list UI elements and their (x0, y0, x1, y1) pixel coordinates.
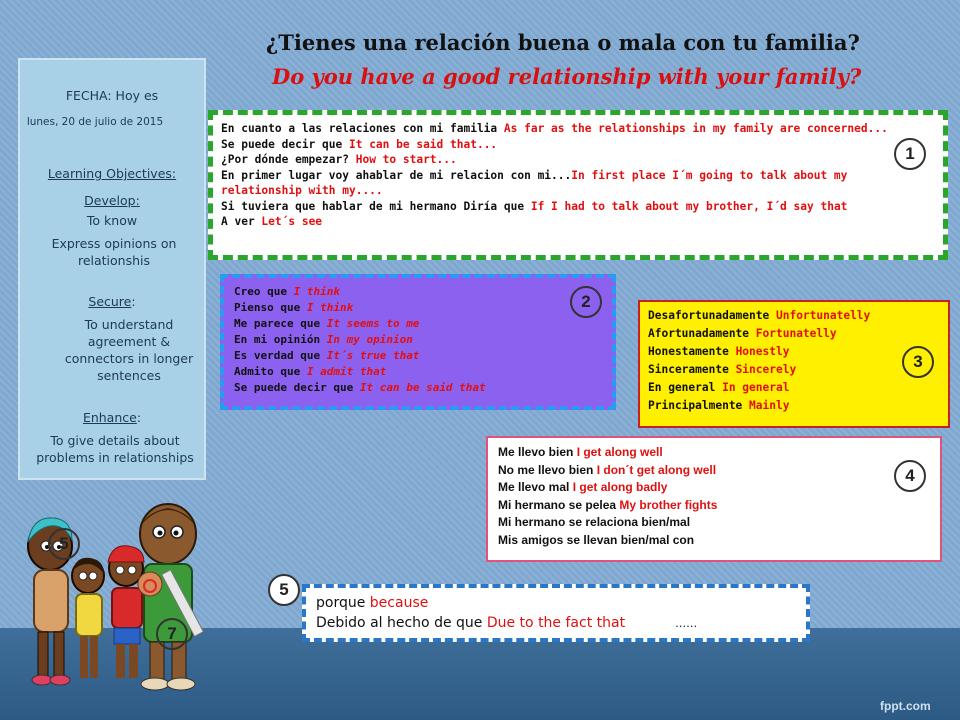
section-number-badge: 3 (902, 346, 934, 378)
family-illustration (18, 494, 218, 694)
phrase-line: Sinceramente Sincerely (648, 363, 797, 376)
phrase-line: En cuanto a las relaciones con mi familia As far as the relationships in my family are concerned... (221, 122, 888, 135)
phrase-line: Se puede decir que It can be said that (234, 381, 486, 394)
objectives-heading: Learning Objectives: (47, 166, 177, 181)
phrase-line: Debido al hecho de que Due to the fact that …… (316, 615, 698, 631)
phrase-line: En primer lugar voy ahablar de mi relacion con mi...In first place I´m going to talk about my relationship with my.... (221, 168, 848, 197)
phrase-line: Mi hermano se pelea My brother fights (498, 497, 718, 512)
phrase-line: Me llevo bien I get along well (498, 445, 663, 459)
phrase-line: Desafortunadamente Unfortunatelly (648, 309, 871, 322)
phrase-line: Afortunadamente Fortunatelly (648, 327, 837, 340)
phrase-line: Principalmente Mainly (648, 399, 790, 412)
develop-item: Express opinions on relationshis (51, 236, 177, 268)
section-number-badge: 4 (894, 460, 926, 492)
phrase-line: ¿Por dónde empezar? How to start... (221, 153, 457, 166)
phrase-line: En mi opinión In my opinion (234, 333, 413, 346)
develop-item: To know (86, 213, 138, 228)
illustration-number-badge: 5 (48, 528, 80, 560)
connectors-box (208, 110, 948, 260)
watermark-logo: fppt.com (880, 699, 931, 713)
phrase-line: A ver Let´s see (221, 215, 323, 228)
secure-item: To understand agreement & connectors in longer sentences (64, 317, 194, 383)
phrase-line: porque because (316, 595, 429, 611)
phrase-line: Se puede decir que It can be said that... (221, 137, 498, 151)
phrase-line: Honestamente Honestly (648, 345, 790, 358)
phrase-line: Mi hermano se relaciona bien/mal (498, 515, 691, 529)
enhance-item: To give details about problems in relationships (36, 433, 194, 465)
phrase-line: En general In general (648, 381, 790, 394)
date-value: lunes, 20 de julio de 2015 (26, 116, 164, 128)
page-subtitle: Do you have a good relationship with your family? (272, 64, 862, 89)
develop-label: Develop: (84, 193, 140, 208)
illustration-number-badge: 7 (156, 618, 188, 650)
opinions-box (220, 274, 616, 410)
relationships-box (486, 436, 942, 562)
enhance-label: Enhance: (82, 410, 142, 425)
section-number-badge: 1 (894, 138, 926, 170)
date-label: FECHA: Hoy es (65, 88, 159, 103)
secure-label: Secure: (88, 294, 136, 309)
phrase-line: Admito que I admit that (234, 365, 387, 378)
objectives-sidebar (18, 58, 206, 480)
phrase-line: Pienso que I think (234, 301, 354, 314)
phrase-line: Me llevo mal I get along badly (498, 480, 668, 494)
family-cartoon-graphic (18, 494, 218, 694)
phrase-line: No me llevo bien I don´t get along well (498, 462, 717, 477)
section-number-badge: 5 (268, 574, 300, 606)
section-number-badge: 2 (570, 286, 602, 318)
reasons-box (302, 584, 810, 642)
phrase-line: Si tuviera que hablar de mi hermano Diría que If I had to talk about my brother, I´d say that (221, 199, 848, 213)
phrase-line: Es verdad que It´s true that (234, 349, 420, 362)
page-title: ¿Tienes una relación buena o mala con tu familia? (266, 30, 860, 55)
phrase-line: Me parece que It seems to me (234, 317, 420, 330)
phrase-line: Mis amigos se llevan bien/mal con (498, 532, 695, 547)
phrase-line: Creo que I think (234, 285, 340, 298)
